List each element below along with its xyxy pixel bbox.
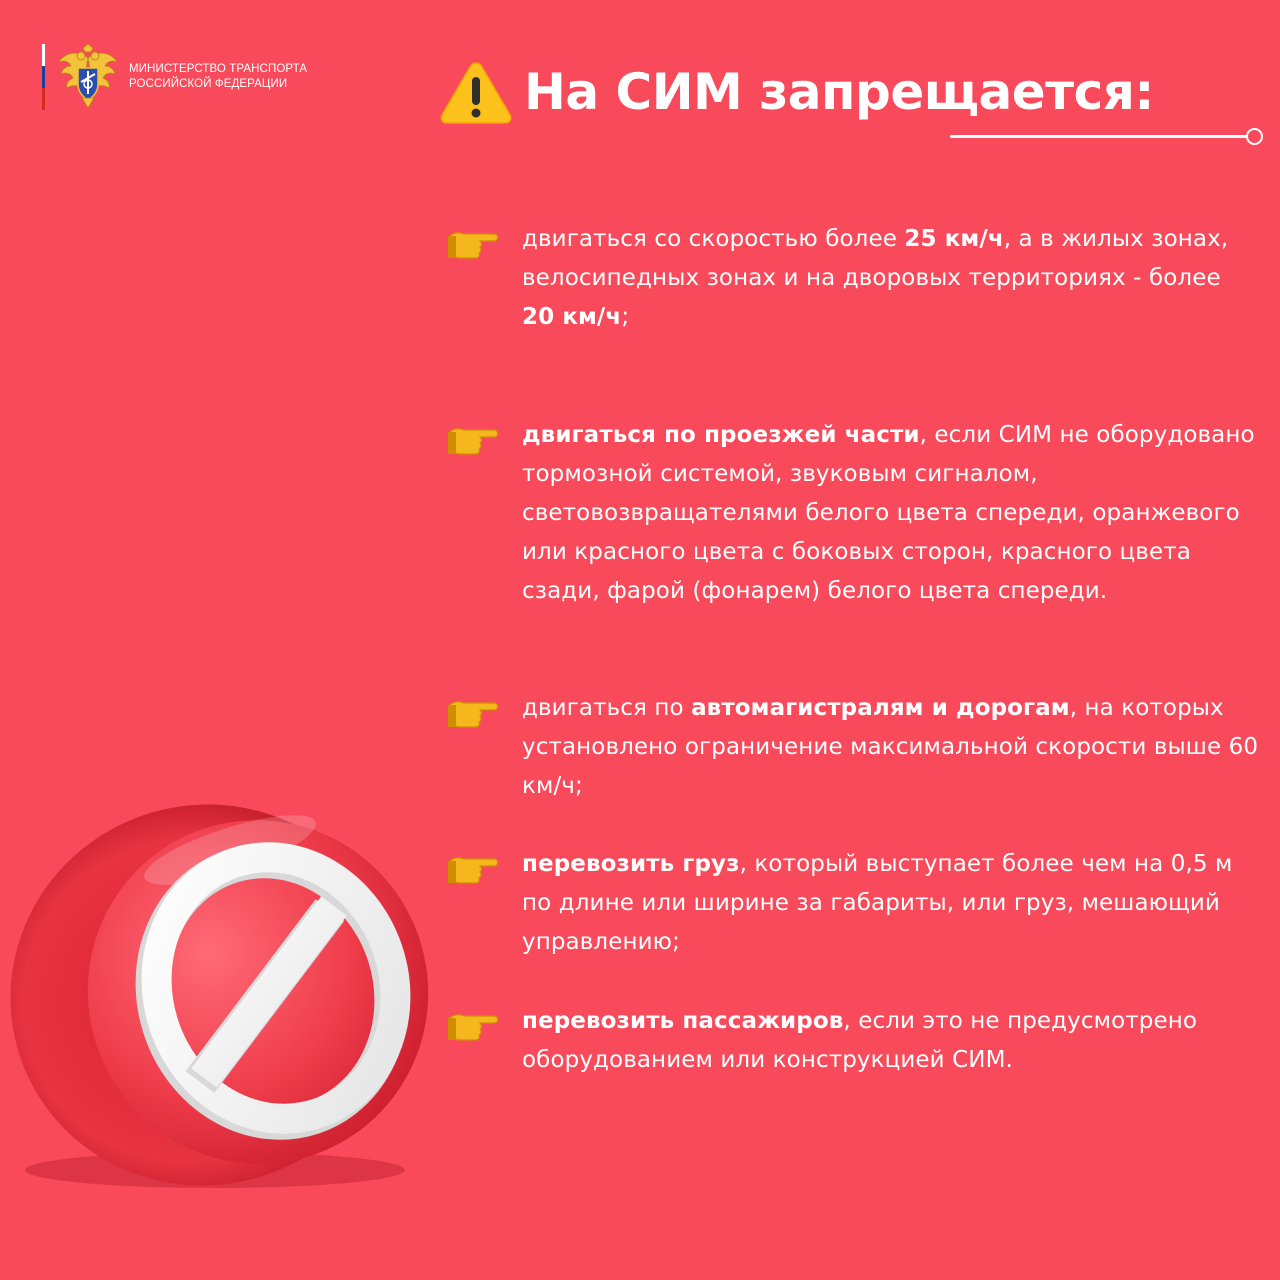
rule-text-part: ; (621, 304, 630, 330)
rule-highways (446, 689, 1266, 806)
rule-text-emphasis: автомагистралям и дорогам (691, 695, 1070, 721)
rule-text-part: , на которых установлено ограничение максимальной скорости выше 60 км/ч; (522, 695, 1259, 799)
coat-of-arms-icon (57, 44, 119, 110)
rule-text-part: , если это не предусмотрено оборудованием или конструкцией СИМ. (522, 1008, 1198, 1073)
ministry-name-line-1: МИНИСТЕРСТВО ТРАНСПОРТА (129, 63, 308, 75)
page-title: На СИМ запрещается: (524, 63, 1154, 121)
rule-text (522, 416, 1262, 611)
rule-cargo (446, 845, 1266, 962)
rule-text-part: , который выступает более чем на 0,5 м по длине или ширине за габариты, или груз, мешающий управлению; (522, 851, 1233, 955)
rule-text-part: двигаться со скоростью более (522, 226, 905, 252)
rule-text-part: двигаться по (522, 695, 692, 721)
ministry-name (129, 62, 307, 92)
pointing-hand-icon (446, 691, 502, 729)
rule-text-emphasis: 25 км/ч (904, 226, 1004, 252)
prohibition-sign-icon (0, 770, 460, 1190)
ministry-logo (42, 44, 307, 110)
pointing-hand-icon (446, 418, 502, 456)
rule-carriageway (446, 416, 1266, 611)
rule-speed-limit (446, 220, 1266, 337)
title-underline (950, 135, 1250, 138)
rule-text (522, 689, 1262, 806)
rule-text-emphasis: перевозить пассажиров (522, 1008, 844, 1034)
rule-text-part: , если СИМ не оборудовано тормозной системой, звуковым сигналом, световозвращателями белого цвета спереди, оранжевого или красного цвета с боковых сторон, красного цвета сзади, фарой (фонарем) белого цвета спереди. (522, 422, 1255, 604)
rule-text-emphasis: перевозить груз (522, 851, 740, 877)
rule-text (522, 220, 1262, 337)
rule-text (522, 1002, 1262, 1080)
warning-icon (440, 59, 512, 125)
rule-passengers (446, 1002, 1266, 1080)
russian-flag-stripe (42, 44, 45, 110)
title-row (440, 56, 1154, 128)
pointing-hand-icon (446, 222, 502, 260)
rule-text (522, 845, 1262, 962)
rule-text-part: , а в жилых зонах, велосипедных зонах и на дворовых территориях - более (522, 226, 1229, 291)
rule-text-emphasis: 20 км/ч (522, 304, 622, 330)
ministry-name-line-2: РОССИЙСКОЙ ФЕДЕРАЦИИ (129, 78, 288, 90)
rule-text-emphasis: двигаться по проезжей части (522, 422, 920, 448)
title-underline-dot (1246, 128, 1263, 145)
